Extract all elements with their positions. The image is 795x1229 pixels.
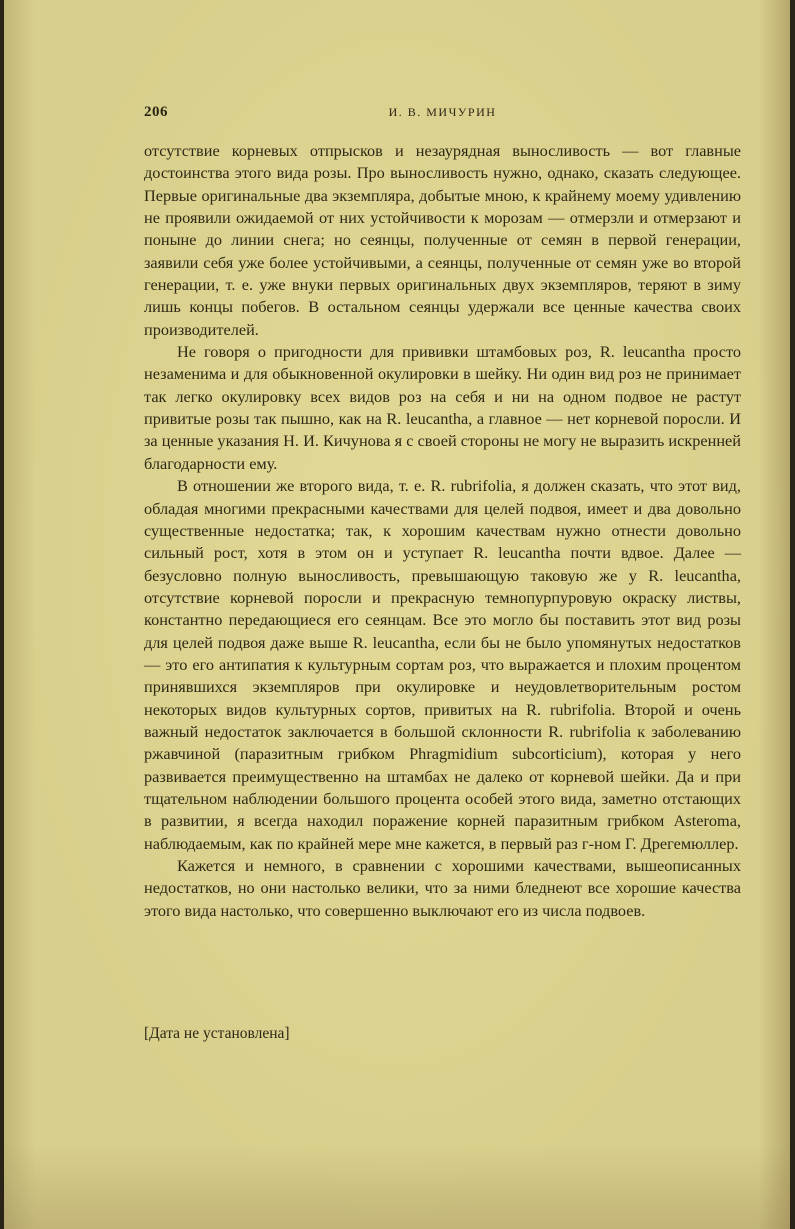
paragraph-rubrifolia: В отношении же второго вида, т. е. R. rubrifolia, я должен сказать, что этот вид, обладая многими прекрасными качествами для целей подвоя, имеет и два довольно существенные недостатка; так, к хорошим качествам нужно отнести довольно сильный рост, хотя в этом он и уступает R. leucantha почти вдвое. Далее — безусловно полную выносливость, превышающую таковую же у R. leucantha, отсутствие корневой поросли и прекрасную темнопурпуровую окраску листвы, константно передающиеся его сеянцам. Все это могло бы поставить этот вид розы для целей подвоя даже выше R. leucantha, если бы не было упомянутых недостатков — это его антипатия к культурным сортам роз, что выражается и плохим процентом принявшихся экземпляров при окулировке и неудовлетворительным ростом некоторых видов культурных сортов, привитых на R. rubrifolia. Второй и очень важный недостаток заключается в большой склонности R. rubrifolia к заболеванию ржавчиной (паразитным грибком Phragmidium subcorticium), которая у него развивается преимущественно на штамбах не далеко от корневой шейки. Да и при тщательном наблюдении большого процента особей этого вида, заметно отстающих в развитии, я всегда находил поражение корней паразитным грибком Asteroma, наблюдаемым, как по крайней мере мне кажется, в первый раз г-ном Г. Дрегемюллер. [144, 476, 741, 853]
paragraph-conclusion: Кажется и немного, в сравнении с хорошими качествами, вышеописанных недостатков, но они настолько велики, что за ними бледнеют все хорошие качества этого вида настолько, что совершенно выключают его из числа подвоев. [144, 856, 741, 920]
paragraph-leucantha: Не говоря о пригодности для прививки штамбовых роз, R. leucantha просто незаменима и для обыкновенной окулировки в шейку. Ни один вид роз не принимает так легко окулировку всех видов роз на себя и ни на одном подвое не растут привитые розы так пышно, как на R. leucantha, а главное — нет корневой поросли. И за ценные указания Н. И. Кичунова я с своей стороны не могу не выразить искренней благодарности ему. [144, 342, 741, 473]
page-header [144, 104, 741, 126]
book-page [4, 0, 790, 1229]
date-note: [Дата не установлена] [144, 1025, 290, 1042]
running-title: И. В. МИЧУРИН [388, 105, 497, 119]
main-text [144, 140, 741, 922]
page-number: 206 [144, 104, 168, 120]
paragraph-continuation: отсутствие корневых отпрысков и незаурядная выносливость — вот главные достоинства этого вида розы. Про выносливость нужно, однако, сказать следующее. Первые оригинальные два экземпляра, добытые мною, к крайнему моему удивлению не проявили ожидаемой от них устойчивости к морозам — отмерзли и отмерзают и поныне до линии снега; но сеянцы, полученные от семян в первой генерации, заявили себя уже более устойчивыми, а сеянцы, полученные от семян уже во второй генерации, т. е. уже внуки первых оригинальных двух экземпляров, теряют в зиму лишь концы побегов. В остальном сеянцы удержали все ценные качества своих производителей. [144, 141, 741, 339]
